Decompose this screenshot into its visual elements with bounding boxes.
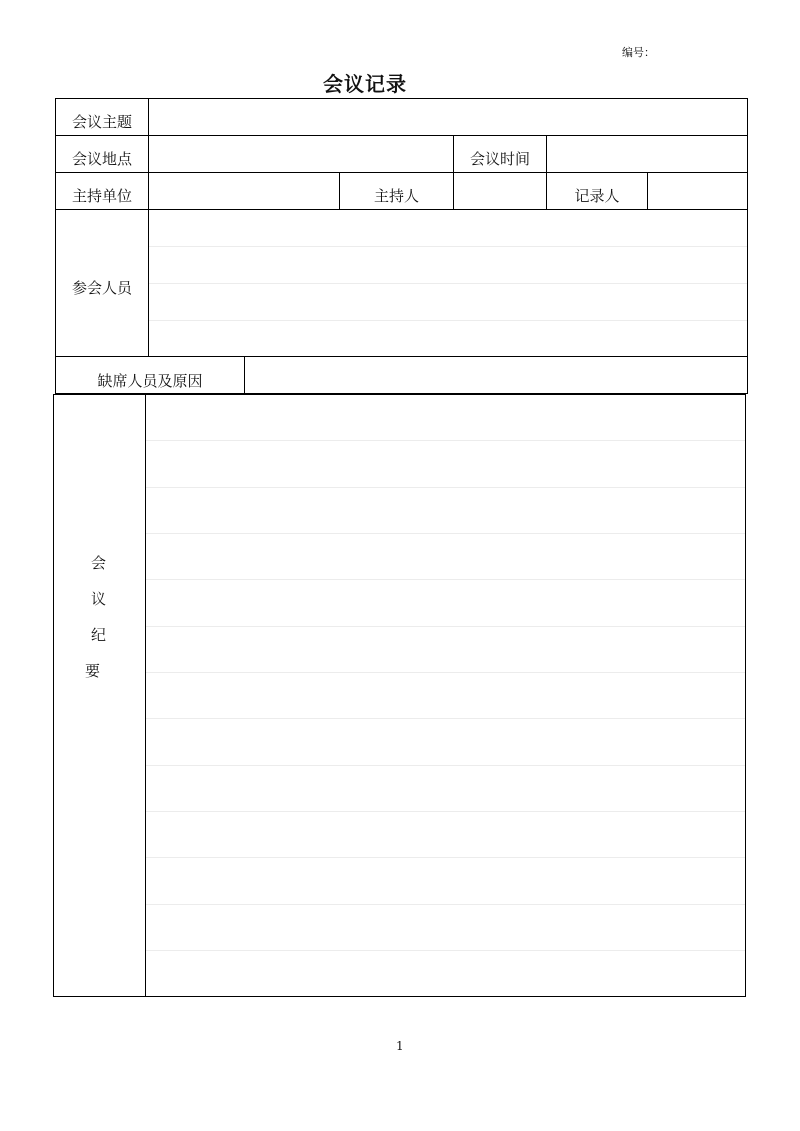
minutes-label-char-1: 会 [91, 554, 107, 572]
absent-field[interactable] [245, 357, 747, 393]
recorder-label: 记录人 [574, 186, 620, 205]
location-field[interactable] [149, 136, 453, 172]
absent-label: 缺席人员及原因 [97, 371, 203, 390]
host-org-label: 主持单位 [71, 186, 132, 205]
page-title: 会议记录 [323, 72, 407, 96]
minutes-label-char-4: 要 [85, 662, 101, 680]
attendees-label: 参会人员 [71, 278, 132, 297]
host-label: 主持人 [373, 186, 419, 205]
minutes-label-char-3: 纪 [91, 626, 107, 644]
time-field[interactable] [547, 136, 747, 172]
location-label: 会议地点 [71, 149, 132, 168]
serial-number-label: 编号： [622, 46, 655, 59]
topic-field[interactable] [149, 99, 747, 135]
page-number: 1 [396, 1039, 404, 1053]
minutes-label-char-2: 议 [91, 590, 107, 608]
topic-label: 会议主题 [71, 112, 132, 131]
host-org-field[interactable] [149, 173, 339, 209]
attendees-field[interactable] [149, 210, 747, 356]
recorder-field[interactable] [648, 173, 747, 209]
time-label: 会议时间 [469, 149, 530, 168]
minutes-field[interactable] [146, 395, 745, 996]
host-field[interactable] [454, 173, 546, 209]
